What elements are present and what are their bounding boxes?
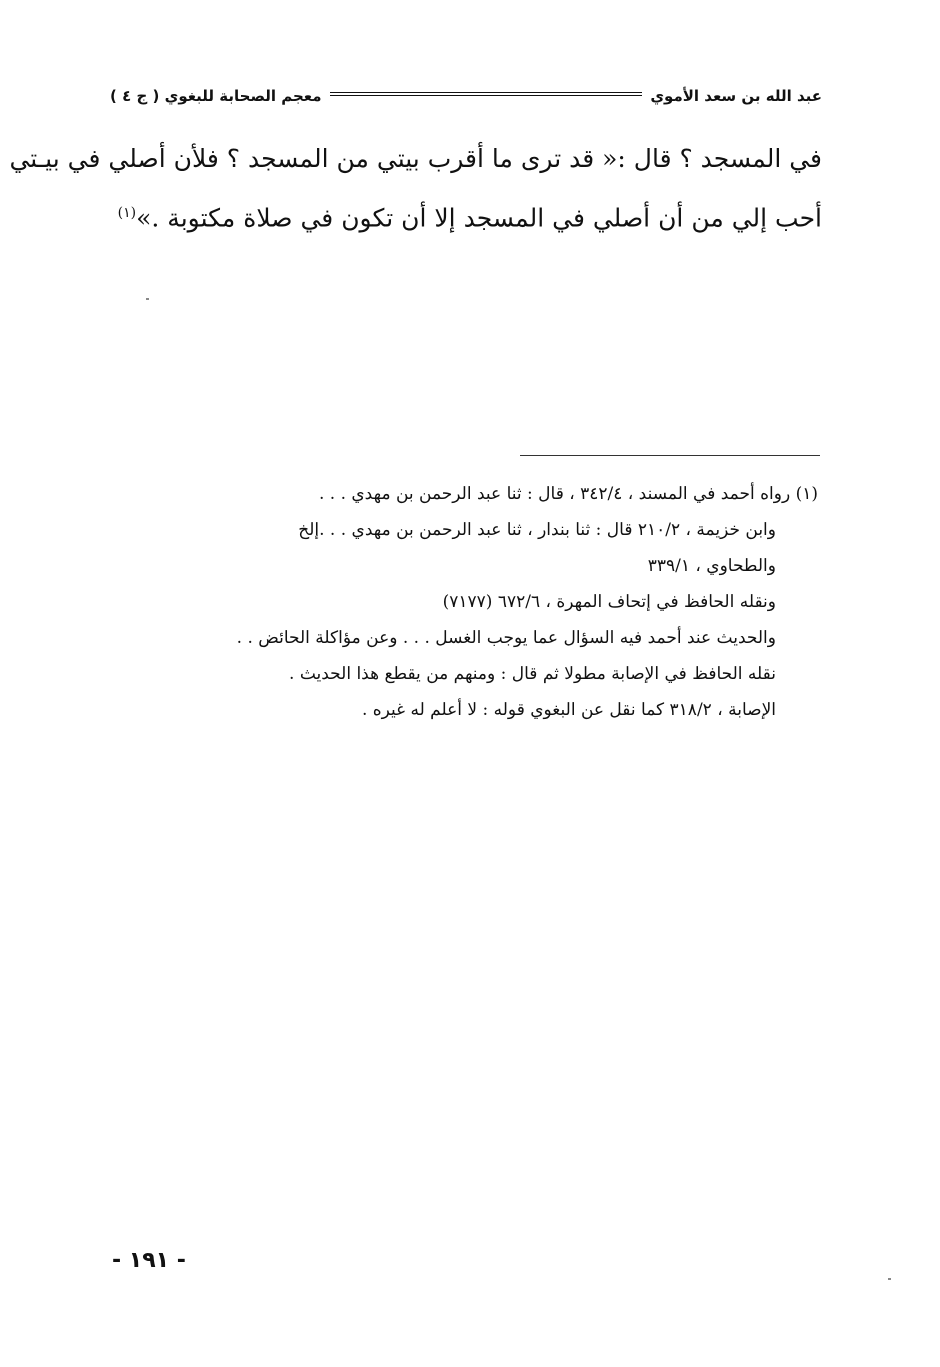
book-title: معجم الصحابة للبغوي ( ج ٤ ) (110, 87, 322, 105)
footnote-marker: (١) (117, 205, 137, 221)
footnote-line: والحديث عند أحمد فيه السؤال عما يوجب الغسل . . . وعن مؤاكلة الحائض . . (236, 628, 776, 648)
main-text-line-1: في المسجد ؟ قال :« قد ترى ما أقرب بيتي من المسجد ؟ فلأن أصلي في بيـتي (9, 144, 822, 173)
header-rule (330, 92, 643, 96)
footnote-line: (١) رواه أحمد في المسند ، ٣٤٢/٤ ، قال : ثنا عبد الرحمن بن مهدي . . . (318, 484, 818, 504)
footnote-line: نقله الحافظ في الإصابة مطولا ثم قال : ومنهم من يقطع هذا الحديث . (289, 664, 776, 684)
scan-speck (146, 298, 149, 300)
main-text-line-2 (100, 186, 822, 245)
footnote-line: والطحاوي ، ٣٣٩/١ (647, 556, 776, 576)
running-header (110, 80, 822, 112)
footnotes (150, 476, 818, 728)
main-text (9, 132, 822, 245)
chapter-title: عبد الله بن سعد الأموي (650, 87, 822, 105)
scan-speck (888, 1278, 891, 1280)
footnote-line: الإصابة ، ٣١٨/٢ كما نقل عن البغوي قوله : لا أعلم له غيره . (361, 700, 776, 720)
footnote-separator (520, 455, 820, 456)
footnote-line: وابن خزيمة ، ٢١٠/٢ قال : ثنا بندار ، ثنا عبد الرحمن بن مهدي . . .إلخ (298, 520, 776, 540)
main-text-line-2-text: أحب إلي من أن أصلي في المسجد إلا أن تكون في صلاة مكتوبة .» (136, 203, 822, 233)
page-number: - ١٩١ - (112, 1248, 186, 1273)
footnote-line: ونقله الحافظ في إتحاف المهرة ، ٦٧٢/٦ (٧١٧٧) (442, 592, 776, 612)
